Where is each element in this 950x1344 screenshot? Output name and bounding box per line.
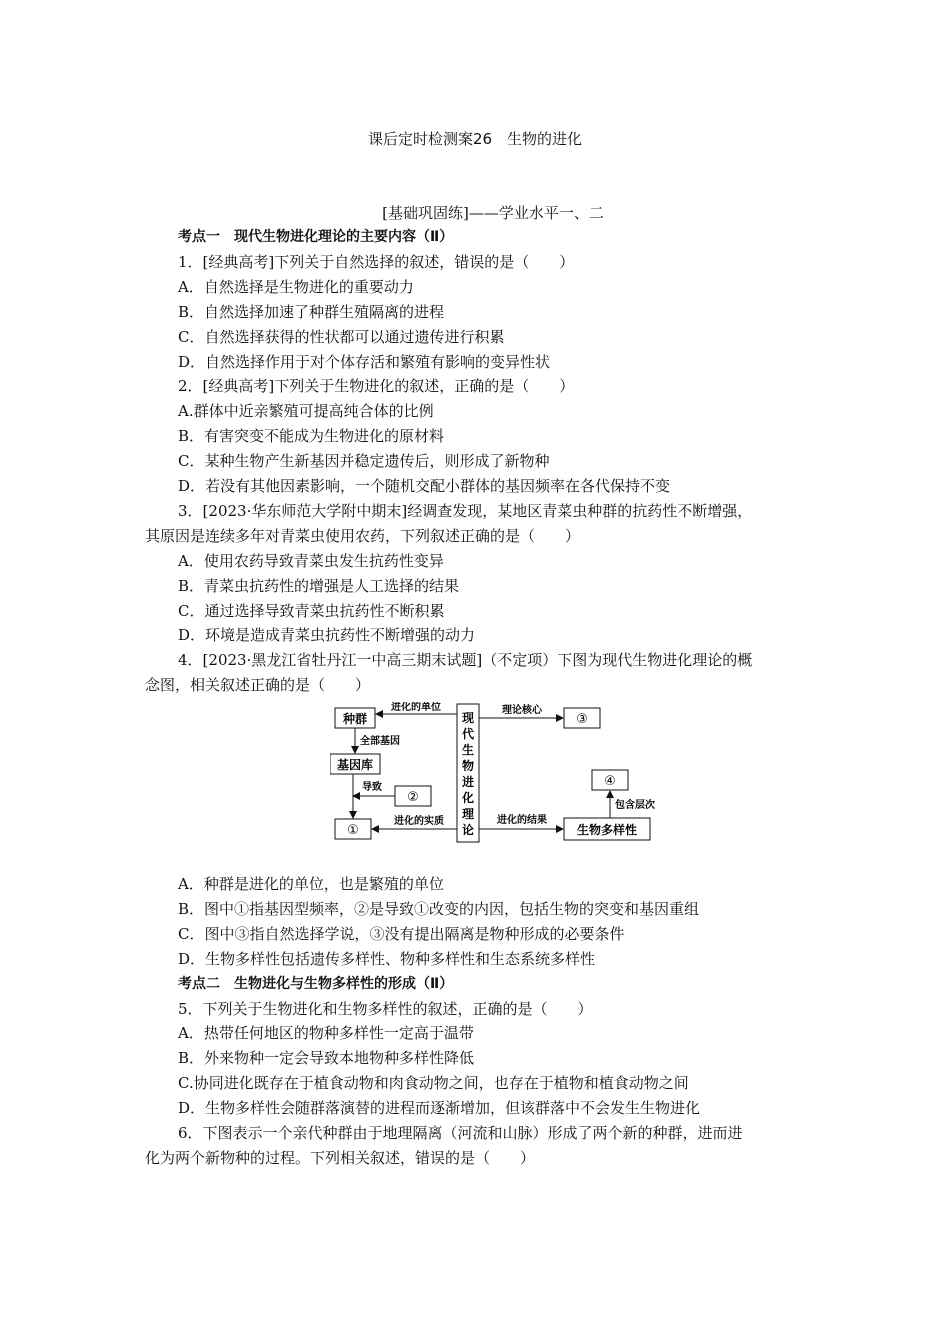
center-label xyxy=(461,710,475,837)
text-line: 化为两个新物种的过程。下列相关叙述，错误的是（ ） xyxy=(145,1148,536,1167)
essence-label: 进化的实质 xyxy=(394,816,444,827)
center-char: 进 xyxy=(461,775,475,789)
text-line: 4．[2023·黑龙江省牡丹江一中高三期末试题]（不定项）下图为现代生物进化理论的概 xyxy=(178,651,753,670)
all-genes-label: 全部基因 xyxy=(360,736,400,747)
center-char: 物 xyxy=(461,759,475,773)
theory-core-label: 理论核心 xyxy=(502,705,542,716)
text-line: D．生物多样性会随群落演替的进程而逐渐增加，但该群落中不会发生生物进化 xyxy=(178,1099,701,1118)
text-line: B．自然选择加速了种群生殖隔离的进程 xyxy=(178,302,445,321)
text-line: B．有害突变不能成为生物进化的原材料 xyxy=(178,427,445,446)
circle4-label: ④ xyxy=(604,774,616,789)
text-line: A．热带任何地区的物种多样性一定高于温带 xyxy=(178,1024,474,1043)
center-char: 化 xyxy=(461,791,475,805)
center-char: 代 xyxy=(461,727,475,741)
text-line: C.协同进化既存在于植食动物和肉食动物之间，也存在于植物和植食动物之间 xyxy=(178,1074,689,1093)
text-line: 6．下图表示一个亲代种群由于地理隔离（河流和山脉）形成了两个新的种群，进而进 xyxy=(178,1124,743,1142)
result-label: 进化的结果 xyxy=(497,815,547,826)
text-line: A．自然选择是生物进化的重要动力 xyxy=(178,277,414,296)
text-line: C．自然选择获得的性状都可以通过遗传进行积累 xyxy=(178,327,505,346)
text-line: C．某种生物产生新基因并稳定遗传后，则形成了新物种 xyxy=(178,452,550,471)
text-line: B．青菜虫抗药性的增强是人工选择的结果 xyxy=(178,576,460,595)
text-line: D．若没有其他因素影响，一个随机交配小群体的基因频率在各代保持不变 xyxy=(178,477,671,495)
circle3-label: ③ xyxy=(576,712,588,727)
levels-label: 包含层次 xyxy=(615,800,655,811)
evolution-concept-diagram xyxy=(330,702,660,844)
center-char: 生 xyxy=(461,743,475,757)
circle1-label: ① xyxy=(347,823,359,838)
text-line: C．通过选择导致青菜虫抗药性不断积累 xyxy=(178,601,445,620)
center-char: 理 xyxy=(461,807,475,821)
text-line: D．环境是造成青菜虫抗药性不断增强的动力 xyxy=(178,626,476,645)
text-line: 3．[2023·华东师范大学附中期末]经调查发现，某地区青菜虫种群的抗药性不断增强， xyxy=(178,501,753,520)
text-line: A．种群是进化的单位，也是繁殖的单位 xyxy=(178,875,444,893)
population-label: 种群 xyxy=(342,712,368,726)
center-char: 论 xyxy=(461,823,475,837)
text-line: D．生物多样性包括遗传多样性、物种多样性和生态系统多样性 xyxy=(178,949,596,968)
text-line: 1．[经典高考]下列关于自然选择的叙述，错误的是（ ） xyxy=(178,252,575,271)
topic-heading: 考点一 现代生物进化理论的主要内容（Ⅱ） xyxy=(178,229,454,245)
biodiversity-label: 生物多样性 xyxy=(576,823,638,837)
text-line: 其原因是连续多年对青菜虫使用农药，下列叙述正确的是（ ） xyxy=(145,526,581,545)
text-line: A.群体中近亲繁殖可提高纯合体的比例 xyxy=(178,402,434,421)
text-line: 念图，相关叙述正确的是（ ） xyxy=(145,676,371,695)
text-line: B．外来物种一定会导致本地物种多样性降低 xyxy=(178,1049,475,1068)
text-line: C．图中③指自然选择学说，③没有提出隔离是物种形成的必要条件 xyxy=(178,924,625,943)
page-title: 课后定时检测案26 生物的进化 xyxy=(367,130,583,148)
text-line: B．图中①指基因型频率，②是导致①改变的内因，包括生物的突变和基因重组 xyxy=(178,899,700,918)
circle2-label: ② xyxy=(407,790,419,805)
text-line: D．自然选择作用于对个体存活和繁殖有影响的变异性状 xyxy=(178,352,551,371)
topic-heading: 考点二 生物进化与生物多样性的形成（Ⅱ） xyxy=(178,975,454,992)
section-heading: [基础巩固练]——学业水平一、二 xyxy=(382,204,604,222)
text-line: 5．下列关于生物进化和生物多样性的叙述，正确的是（ ） xyxy=(178,999,593,1018)
leads-to-label: 导致 xyxy=(362,782,382,793)
center-char: 现 xyxy=(461,711,475,725)
gene-pool-label: 基因库 xyxy=(336,758,374,772)
unit-label: 进化的单位 xyxy=(391,702,441,713)
text-line: A．使用农药导致青菜虫发生抗药性变异 xyxy=(178,551,444,570)
text-line: 2．[经典高考]下列关于生物进化的叙述，正确的是（ ） xyxy=(178,377,575,396)
